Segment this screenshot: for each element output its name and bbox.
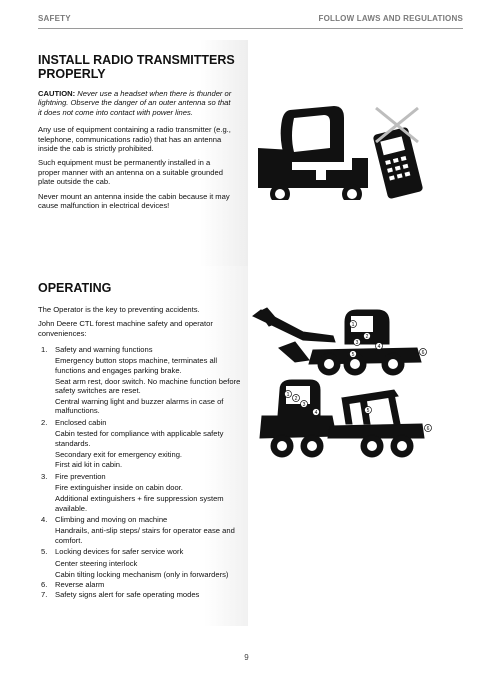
caution-note xyxy=(38,89,233,117)
paragraph-radio-3: Never mount an antenna inside the cabin because it may cause malfunction in electrical devices! xyxy=(38,191,230,211)
svg-text:5: 5 xyxy=(366,408,370,414)
operating-intro-2: John Deere CTL forest machine safety and operator conveniences: xyxy=(38,319,213,338)
list-item-detail: Cabin tested for compliance with applicable safety standards. xyxy=(55,429,224,448)
list-item-details xyxy=(55,526,243,545)
list-item-detail: Cabin tilting locking mechanism (only in forwarders) xyxy=(55,569,229,579)
list-item-detail: Seat arm rest, door switch. No machine function before safety switches are reset. xyxy=(55,376,241,396)
page-number: 9 xyxy=(244,653,249,662)
list-item: 7. Safety signs alert for safe operating modes xyxy=(41,589,200,599)
svg-text:6: 6 xyxy=(426,426,430,432)
operating-intro xyxy=(38,305,233,343)
svg-text:5: 5 xyxy=(351,352,355,358)
list-item-details xyxy=(55,356,243,415)
list-item-detail: Secondary exit for emergency exiting. xyxy=(55,449,183,459)
header-section-label: SAFETY xyxy=(38,14,71,23)
list-item-detail: Handrails, anti-slip steps/ stairs for operator ease and comfort. xyxy=(55,526,235,545)
list-item-details xyxy=(55,483,243,513)
list-item-detail: Additional extinguishers + fire suppression system available. xyxy=(55,494,224,513)
list-item: 6. Reverse alarm xyxy=(41,580,105,590)
section-title-operating: OPERATING xyxy=(38,281,112,295)
list-item-detail: Central warning light and buzzer alarms in case of malfunctions. xyxy=(55,397,224,416)
paragraph-radio-2: Such equipment must be permanently installed in a proper manner with an antenna on a suitable grounded plate outside the cab. xyxy=(38,158,223,187)
list-item: 2. Enclosed cabin Cabin tested for compliance with applicable safety standards. Secondary exit for emergency exiting. First aid kit in cabin. xyxy=(38,418,243,470)
list-item: 1. Safety and warning functions Emergency button stops machine, terminates all functions and engages parking brake. Seat arm rest, door switch. No machine function before safety switches are reset. Central warning light and buzzer alarms in case of malfunctions. xyxy=(38,345,243,416)
list-item-details xyxy=(55,429,243,470)
forwarder-illustration xyxy=(252,376,434,468)
operating-intro-1: The Operator is the key to preventing accidents. xyxy=(38,305,200,314)
caution-text: Never use a headset when there is thunder or lightning. Observe the danger of an outer antenna so that it does not come into contact with power lines. xyxy=(38,89,232,117)
page-header xyxy=(38,14,463,28)
harvester-illustration xyxy=(249,302,434,380)
svg-text:4: 4 xyxy=(377,344,381,350)
list-item: 5. Locking devices for safer service work Center steering interlock Cabin tilting locking mechanism (only in forwarders) xyxy=(38,547,243,579)
paragraph-radio-1: Any use of equipment containing a radio transmitter (e.g., telephone, communications radio) that has an antenna inside the cab is strictly prohibited. xyxy=(38,125,231,154)
svg-text:3: 3 xyxy=(302,402,306,408)
list-item: 4. Climbing and moving on machine Handrails, anti-slip steps/ stairs for operator ease and comfort. xyxy=(38,515,243,545)
section-body-radio xyxy=(38,89,233,215)
list-item-detail: Center steering interlock xyxy=(55,558,138,568)
svg-text:1: 1 xyxy=(286,392,290,398)
list-item-detail: First aid kit in cabin. xyxy=(55,460,123,470)
svg-text:3: 3 xyxy=(355,340,359,346)
svg-text:6: 6 xyxy=(421,350,425,356)
list-item-detail: Fire extinguisher inside on cabin door. xyxy=(55,483,183,493)
svg-text:1: 1 xyxy=(351,322,355,328)
operating-feature-list xyxy=(38,345,243,599)
section-title-radio: INSTALL RADIO TRANSMITTERS PROPERLY xyxy=(38,53,235,81)
list-item-details xyxy=(55,559,243,579)
machine-cab-icon xyxy=(258,106,368,200)
svg-text:2: 2 xyxy=(294,396,298,402)
svg-text:4: 4 xyxy=(314,410,318,416)
list-item-detail: Emergency button stops machine, terminates all functions and engages parking brake. xyxy=(55,356,218,375)
caution-label: CAUTION: xyxy=(38,89,76,98)
header-divider xyxy=(38,28,463,29)
list-item: 3. Fire prevention Fire extinguisher inside on cabin door. Additional extinguishers + fire suppression system available. xyxy=(38,472,243,513)
cab-no-radio-illustration xyxy=(252,100,457,200)
header-topic-label: FOLLOW LAWS AND REGULATIONS xyxy=(318,14,463,23)
svg-text:2: 2 xyxy=(365,334,369,340)
